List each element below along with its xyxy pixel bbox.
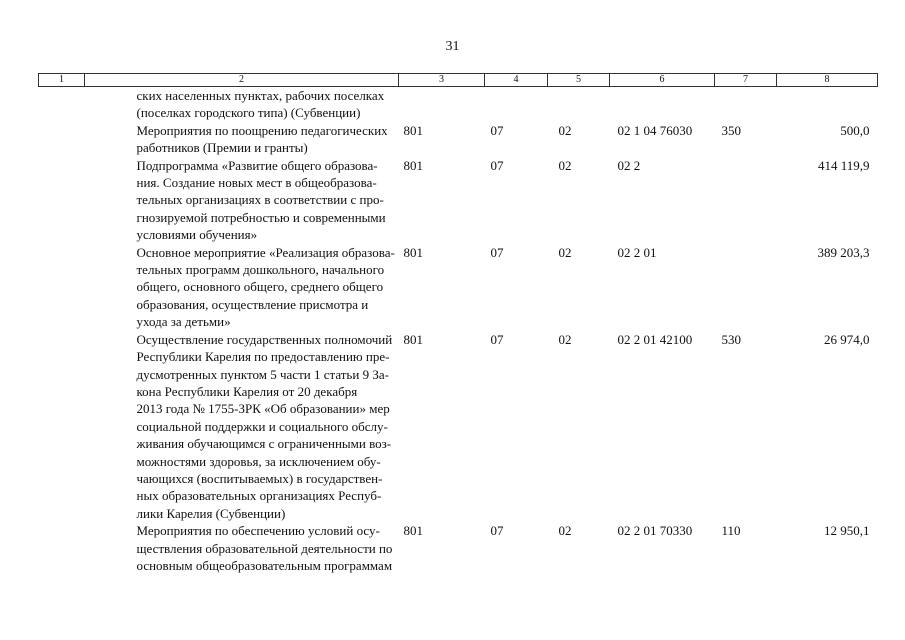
description-line: дусмотренных пунктом 5 части 1 статьи 9 За-	[136, 366, 389, 382]
description-line: Подпрограмма «Развитие общего образова-	[136, 157, 378, 173]
amount	[777, 87, 878, 122]
admin-code: 801	[403, 331, 423, 347]
section-code	[485, 87, 548, 122]
subsection-code: 02	[558, 331, 572, 347]
description-line: социальной поддержки и социального обслу-	[136, 418, 388, 434]
col-header-6: 6	[610, 74, 715, 87]
col-header-8: 8	[777, 74, 878, 87]
target-article-code	[610, 87, 715, 122]
table-row	[39, 522, 878, 574]
admin-code: 801	[403, 122, 423, 138]
description-line: Республики Карелия по предоставлению пре-	[136, 349, 390, 365]
description-line: ских населенных пунктах, рабочих поселках	[136, 88, 385, 103]
table-row	[39, 122, 878, 157]
cell-col-1	[39, 331, 85, 522]
cell-col-1	[39, 157, 85, 244]
subsection-code: 02	[558, 122, 572, 138]
col-header-4: 4	[485, 74, 548, 87]
col-header-2: 2	[85, 74, 399, 87]
row-description	[85, 331, 399, 522]
amount: 26 974,0	[824, 331, 870, 347]
description-line: кона Республики Карелия от 20 декабря	[136, 383, 358, 399]
description-line: лики Карелия (Субвенции)	[136, 505, 286, 521]
description-line: Осуществление государственных полномочий	[136, 331, 393, 347]
cell-col-1	[39, 522, 85, 574]
section-code: 07	[490, 157, 504, 173]
description-line: Мероприятия по обеспечению условий осу-	[136, 523, 380, 539]
admin-code: 801	[403, 244, 423, 260]
expense-type-code: 350	[721, 122, 741, 138]
description-line: гнозируемой потребностью и современными	[136, 209, 386, 225]
cell-col-1	[39, 244, 85, 331]
subsection-code: 02	[558, 244, 572, 260]
description-line: Мероприятия по поощрению педагогических	[136, 122, 388, 138]
description-line: ния. Создание новых мест в общеобразова-	[136, 175, 377, 191]
amount: 500,0	[840, 122, 870, 138]
admin-code: 801	[403, 157, 423, 173]
amount: 389 203,3	[817, 244, 870, 260]
target-article-code: 02 2	[617, 157, 641, 173]
expense-type-code	[715, 244, 777, 331]
description-line: живания обучающимся с ограниченными воз-	[136, 436, 392, 452]
row-description	[85, 122, 399, 157]
row-description	[85, 522, 399, 574]
table-row	[39, 331, 878, 522]
expense-type-code	[715, 87, 777, 122]
section-code: 07	[490, 331, 504, 347]
row-description	[85, 244, 399, 331]
description-line: ществления образовательной деятельности по	[136, 540, 393, 556]
target-article-code: 02 2 01 42100	[617, 331, 693, 347]
target-article-code: 02 2 01 70330	[617, 523, 693, 539]
subsection-code: 02	[558, 523, 572, 539]
col-header-7: 7	[715, 74, 777, 87]
target-article-code: 02 2 01	[617, 244, 657, 260]
description-line: условиями обучения»	[136, 227, 258, 243]
table-row	[39, 157, 878, 244]
budget-table	[38, 73, 878, 574]
row-description	[85, 87, 399, 122]
description-line: можностями здоровья, за исключением обу-	[136, 453, 381, 469]
admin-code: 801	[403, 523, 423, 539]
description-line: тельных организациях в соответствии с про-	[136, 192, 384, 208]
table-row	[39, 87, 878, 122]
subsection-code: 02	[558, 157, 572, 173]
cell-col-1	[39, 122, 85, 157]
expense-type-code: 530	[721, 331, 741, 347]
section-code: 07	[490, 244, 504, 260]
col-header-5: 5	[548, 74, 610, 87]
description-line: общего, основного общего, среднего общего	[136, 279, 384, 295]
amount: 414 119,9	[817, 157, 870, 173]
expense-type-code	[715, 157, 777, 244]
description-line: работников (Премии и гранты)	[136, 140, 308, 156]
description-line: Основное мероприятие «Реализация образова-	[136, 244, 395, 260]
expense-type-code: 110	[721, 523, 741, 539]
amount: 12 950,1	[824, 523, 870, 539]
header-row	[39, 74, 878, 87]
col-header-3: 3	[399, 74, 485, 87]
section-code: 07	[490, 523, 504, 539]
target-article-code: 02 1 04 76030	[617, 122, 693, 138]
description-line: ухода за детьми»	[136, 314, 231, 330]
description-line: (поселках городского типа) (Субвенции)	[136, 105, 361, 121]
table-body	[39, 87, 878, 575]
description-line: чающихся (воспитываемых) в государствен-	[136, 470, 383, 486]
description-line: ных образовательных организациях Респуб-	[136, 488, 382, 504]
subsection-code	[548, 87, 610, 122]
table-row	[39, 244, 878, 331]
section-code: 07	[490, 122, 504, 138]
admin-code	[399, 87, 485, 122]
description-line: основным общеобразовательным программам	[136, 557, 393, 573]
description-line: 2013 года № 1755-ЗРК «Об образовании» мер	[136, 401, 390, 417]
col-header-1: 1	[39, 74, 85, 87]
description-line: тельных программ дошкольного, начального	[136, 262, 385, 278]
row-description	[85, 157, 399, 244]
description-line: образования, осуществление присмотра и	[136, 296, 369, 312]
page-number: 31	[445, 39, 460, 54]
cell-col-1	[39, 87, 85, 122]
